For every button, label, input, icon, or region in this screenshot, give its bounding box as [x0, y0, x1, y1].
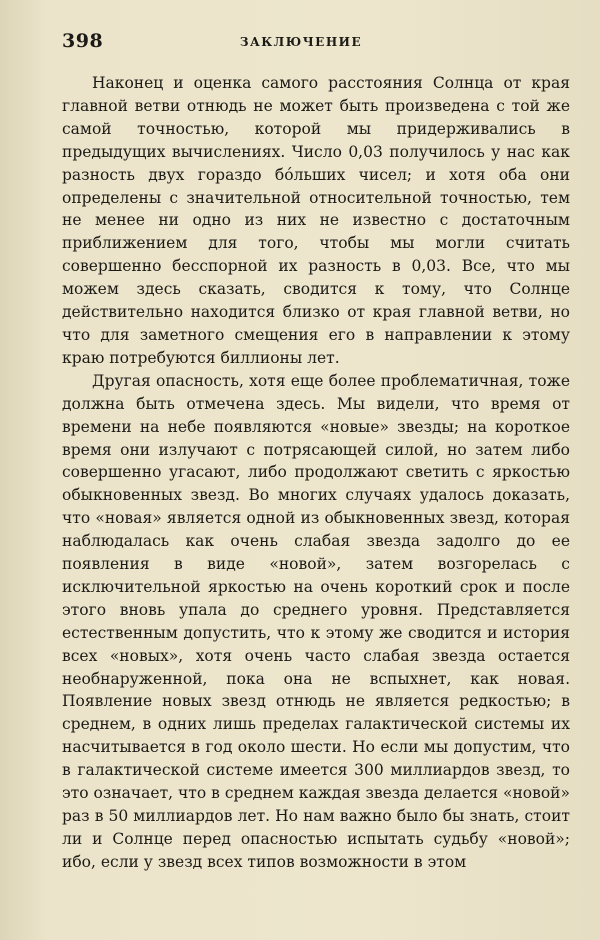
paragraph: Наконец и оценка самого расстояния Солнца от края главной ветви отнюдь не может быть произведена с той же самой точностью, которой мы придерживались в предыдущих вычислениях. Число 0,03 получилось у нас как разность двух гораздо бо́льших чисел; и хотя оба они определены с значительной относительной точностью, тем не менее ни одно из них не известно с достаточным приближением для того, чтобы мы могли считать совершенно бесспорной их разность в 0,03. Все, что мы можем здесь сказать, сводится к тому, что Солнце действительно находится близко от края главной ветви, но что для заметного смещения его в направлении к этому краю потребуются биллионы лет.: [62, 74, 570, 367]
page-number: 398: [62, 30, 104, 52]
page-header: [62, 30, 540, 56]
page-body: [62, 72, 570, 874]
paragraph: Другая опасность, хотя еще более проблематичная, тоже должна быть отмечена здесь. Мы видели, что время от времени на небе появляются «новые» звезды; на короткое время они излучают с потрясающей силой, но затем либо совершенно угасают, либо продолжают светить с яркостью обыкновенных звезд. Во многих случаях удалось доказать, что «новая» является одной из обыкновенных звезд, которая наблюдалась как очень слабая звезда задолго до ее появления в виде «новой», затем возгорелась с исключительной яркостью на очень короткий срок и после этого вновь упала до среднего уровня. Представляется естественным допустить, что к этому же сводится и история всех «новых», хотя очень часто слабая звезда остается необнаруженной, пока она не вспыхнет, как новая. Появление новых звезд отнюдь не является редкостью; в среднем, в одних лишь пределах галактической системы их насчитывается в год около шести. Но если мы допустим, что в галактической системе имеется 300 миллиардов звезд, то это означает, что в среднем каждая звезда делается «новой» раз в 50 миллиардов лет. Но нам важно было бы знать, стоит ли и Солнце перед опасностью испытать судьбу «новой»; ибо, если у звезд всех типов возможности в этом: [62, 371, 570, 871]
running-title: ЗАКЛЮЧЕНИЕ: [239, 35, 363, 49]
